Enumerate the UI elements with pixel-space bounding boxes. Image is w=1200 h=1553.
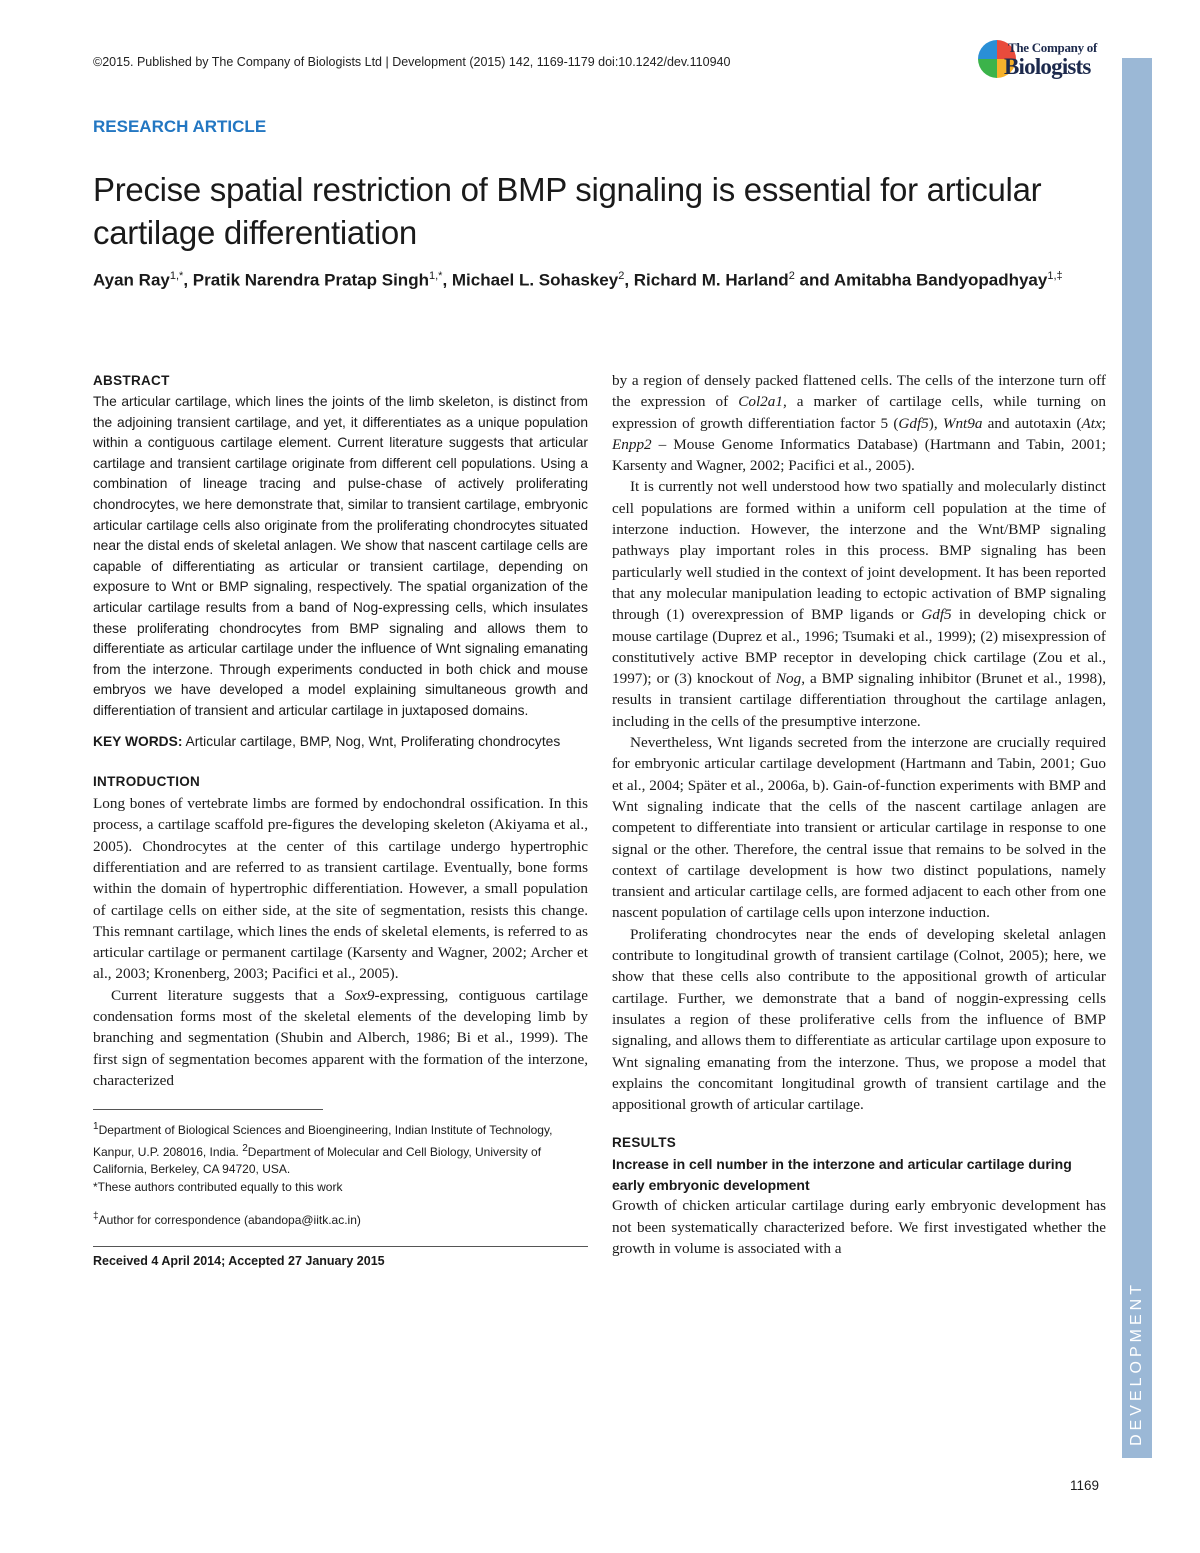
article-title: Precise spatial restriction of BMP signaling is essential for articular cartilage differentiation [93,171,1042,251]
paragraph-interzone [612,370,1106,476]
keywords-label: KEY WORDS: [93,733,183,749]
paragraph-proliferating: Proliferating chondrocytes near the ends of developing skeletal anlagen contribute to longitudinal growth of transient cartilage (Colnot, 2005); here, we show that these cells also contribute to the appositional growth of articular cartilage. Further, we demonstrate that a band of noggin-expressing cells insulates a region of these proliferative cells from the influence of BMP signaling, and allows them to differentiate as articular cartilage upon exposure to Wnt signaling emanating from the interzone. Thus, we propose a model that explains the concomitant longitudinal growth of transient cartilage and the appositional growth of articular cartilage. [612,925,1106,1114]
author-name: , Pratik Narendra Pratap Singh [183,270,429,290]
text-run: , a marker of cartilage cells, while turning on expression of growth differentiation factor 5 ( [612,393,1106,432]
equal-contribution-note: *These authors contributed equally to this work [93,1179,343,1194]
publisher-logo [978,38,1108,84]
corr-text: Author for correspondence (abandopa@iitk.ac.in) [98,1213,361,1228]
text-run: and autotaxin ( [982,414,1082,432]
logo-text-line1: The Company of [1008,40,1097,55]
left-column [93,373,588,1270]
gene-name: Gdf5 [921,606,952,624]
results-paragraph-1: Growth of chicken articular cartilage during early embryonic development has not been systematically characterized before. We first investigated whether the growth in volume is associated with a [612,1197,1106,1257]
logo-text-line2: Biologists [1004,54,1091,79]
author-affil: 1,* [169,270,184,282]
gene-name: Enpp2 [612,435,652,453]
journal-citation: ©2015. Published by The Company of Biologists Ltd | Development (2015) 142, 1169-1179 doi:10.1242/dev.110940 [93,55,731,69]
section-sidebar [1122,58,1152,1458]
author-name: Ayan Ray [93,270,170,290]
corr-marker: ‡ [93,1211,99,1223]
affiliations [93,1118,588,1179]
received-rule [93,1246,588,1247]
affil-marker: 2 [242,1142,248,1154]
abstract-text: The articular cartilage, which lines the joints of the limb skeleton, is distinct from the adjoining transient cartilage, and yet, it differentiates as a unique population within a contiguous cartilage element. Current literature suggests that articular cartilage and transient cartilage originate from different cell populations. Using a combination of lineage tracing and pulse-chase of actively proliferating chondrocytes, we here demonstrate that, similar to transient cartilage, embryonic articular cartilage cells also originate from the proliferating chondrocytes situated near the distal ends of skeletal anlagen. We show that nascent cartilage cells are capable of differentiating as articular or transient cartilage, depending on exposure to Wnt or BMP signaling, respectively. The spatial organization of the articular cartilage results from a band of Nog-expressing cells, which insulates these proliferating chondrocytes from BMP signaling and allows them to differentiate as articular cartilage under the influence of Wnt signaling emanating from the interzone. Through experiments conducted in both chick and mouse embryos we have developed a model explaining simultaneous growth and differentiation of transient and articular cartilage in juxtaposed domains. [93,394,588,718]
article-type: RESEARCH ARTICLE [93,117,267,136]
text-run: It is currently not well understood how two spatially and molecularly distinct cell populations are formed within a uniform cell population at the time of interzone induction. However, the interzone and the Wnt/BMP signaling pathways play important roles in this process. BMP signaling has been particularly well studied in the context of joint development. It has been reported that any molecular manipulation leading to ectopic activation of BMP signaling through (1) overexpression of BMP ligands or [612,478,1106,624]
gene-name: Atx [1081,414,1102,432]
gene-name: Col2a1 [738,393,783,411]
keywords-list: Articular cartilage, BMP, Nog, Wnt, Proliferating chondrocytes [182,733,561,749]
author-affil: 1,‡ [1047,270,1063,282]
author-name: , Michael L. Sohaskey [442,270,619,290]
right-column [612,370,1106,1259]
author-name: and Amitabha Bandyopadhyay [794,270,1048,290]
results-subheading: Increase in cell number in the interzone and articular cartilage during early embryonic development [612,1156,1072,1193]
text-run: – Mouse Genome Informatics Database) (Hartmann and Tabin, 2001; Karsenty and Wagner, 2002; Pacifici et al., 2005). [612,435,1106,475]
affiliation-1: Department of Biological Sciences and Bioengineering, Indian Institute of Technology, Kanpur, U.P. 208016, India. [93,1123,553,1159]
gene-name: Gdf5 [898,414,929,432]
affiliation-2: Department of Molecular and Cell Biology, University of California, Berkeley, CA 94720, USA. [93,1144,542,1177]
author-affil: 2 [788,270,795,282]
abstract-heading: ABSTRACT [93,373,170,388]
text-run: in developing chick or mouse cartilage (Duprez et al., 1996; Tsumaki et al., 1999); (2) misexpression of constitutively active BMP receptor in developing chick cartilage (Zou et al., 1997); or (3) knockout of [612,606,1107,688]
intro-paragraph-1: Long bones of vertebrate limbs are formed by endochondral ossification. In this process, a cartilage scaffold pre-figures the developing skeleton (Akiyama et al., 2005). Chondrocytes at the center of this cartilage undergo hypertrophic differentiation and are referred to as transient cartilage. Eventually, bone forms within the domain of hypertrophic differentiation. However, a small population of cartilage cells on either side, at the site of segmentation, resists this change. This remnant cartilage, which lines the ends of skeletal elements, is referred to as articular cartilage or permanent cartilage (Karsenty and Wagner, 2002; Archer et al., 2003; Kronenberg, 2003; Pacifici et al., 2005). [93,795,588,983]
sidebar-label: DEVELOPMENT [1128,1281,1145,1446]
introduction-heading: INTRODUCTION [93,774,201,790]
author-list [93,264,1103,293]
text-run: by a region of densely packed flattened cells. The cells of the interzone turn off the expression of [612,372,1106,411]
keywords [93,732,588,753]
intro-paragraph-2 [93,985,588,1091]
affil-marker: 1 [93,1121,99,1133]
author-affil: 1,* [428,270,443,282]
text-run: Current literature suggests that a [111,986,345,1004]
gene-name: Sox9 [345,986,375,1004]
received-dates: Received 4 April 2014; Accepted 27 January 2015 [93,1253,385,1268]
text-run: -expressing, contiguous cartilage condensation forms most of the skeletal elements of the developing limb by branching and segmentation (Shubin and Alberch, 1986; Bi et al., 1999). The first sign of segmentation becomes apparent with the formation of the interzone, characterized [93,986,588,1089]
correspondence-note [93,1208,588,1230]
gene-name: Wnt9a [942,414,983,432]
paragraph-wnt-ligands: Nevertheless, Wnt ligands secreted from the interzone are crucially required for embryonic articular cartilage development (Hartmann and Tabin, 2001; Guo et al., 2004; Später et al., 2006a, b). Gain-of-function experiments with BMP and Wnt signaling indicate that the cells of the nascent cartilage anlagen are competent to differentiate into transient or articular cartilage in response to one signal or the other. Therefore, the central issue that remains to be solved in the context of cartilage development is how two distinct populations, namely transient and articular cartilage cells, are formed adjacent to each other from one nascent population of cartilage cells upon interzone induction. [612,734,1106,922]
author-affil: 2 [618,270,625,282]
footnote-rule [93,1109,323,1110]
text-run: ), [928,414,943,432]
page-number: 1169 [1070,1478,1100,1493]
paragraph-bmp-signaling [612,476,1106,732]
text-run: , a BMP signaling inhibitor (Brunet et al., 1998), results in transient cartilage differentiation throughout the cartilage anlagen, including in the cells of the presumptive interzone. [612,670,1106,730]
text-run: ; [1101,414,1106,432]
results-heading: RESULTS [612,1135,677,1151]
gene-name: Nog [775,670,802,688]
author-name: , Richard M. Harland [624,270,789,290]
